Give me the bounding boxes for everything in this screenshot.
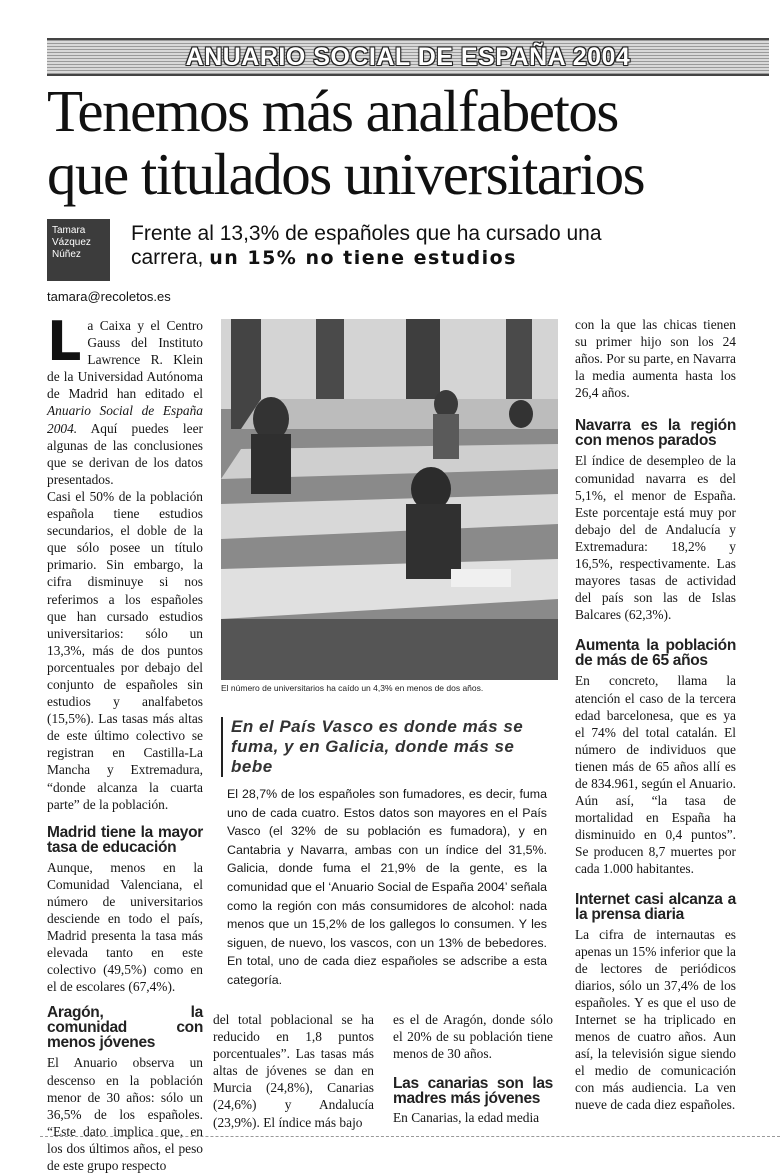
youth-paragraph: del total poblacional se ha reducido en 1,8 puntos porcentuales”. Las tasas más altas de jóvenes se dan en Murcia (24,8%), Canarias (24,6%) y Andalucía (23,9%). El índice más bajo — [213, 1012, 374, 1130]
subheadline-highlight: un 15% no tiene estudios — [209, 247, 517, 269]
column-3-bottom — [393, 1011, 553, 1126]
subheading-madrid: Madrid tiene la mayor tasa de educación — [47, 823, 203, 856]
subheading-navarra: Navarra es la región con menos parados — [575, 417, 736, 450]
age-first-child-paragraph: con la que las chicas tienen su primer hijo son los 24 años. Por su parte, en Navarra la media aumenta hasta los 26,4 años. — [575, 317, 737, 401]
drop-cap: L — [47, 310, 82, 373]
column-2-bottom — [213, 1011, 374, 1131]
aragon-lowest-paragraph: es el de Aragón, donde sólo el 20% de su población tiene menos de 30 años. — [393, 1012, 553, 1062]
subheadline-plain: carrera, — [131, 246, 204, 269]
bottom-rule — [40, 1136, 780, 1137]
intro-text-end: Aquí puedes leer algunas de las conclusiones que se derivan de los datos presentados. — [47, 420, 203, 487]
headline — [47, 80, 772, 206]
photo-caption: El número de universitarios ha caído un 4,3% en menos de dos años. — [221, 683, 484, 693]
photo-students-image — [221, 319, 558, 680]
intro-text: a Caixa y el Centro Gauss del Instituto Lawrence R. Klein de la Universidad Autónoma de Madrid han editado el — [47, 318, 203, 402]
author-email: tamara@recoletos.es — [47, 289, 171, 304]
intro-paragraph — [47, 310, 203, 488]
author-first-name: Tamara — [52, 225, 86, 236]
navarra-paragraph: El índice de desempleo de la comunidad navarra es del 5,1%, el menor de España. Este porcentaje está muy por debajo del de Andalucía y Extremadura: 18,2% y 16,5%, respectivamente. Las mayores tasas de actividad del país son las de Islas Balcares (62,3%). — [575, 453, 736, 623]
column-4 — [575, 316, 736, 1114]
internet-paragraph: La cifra de internautas es apenas un 15% inferior que la de lectores de periódicos diarios, sólo un 37,4% de los españoles. Y es que el uso de Internet se ha triplicado en menos de cuatro años. Aun así, la televisión sigue siendo el medio de comunicación con más audiencia. La ven nueve de cada diez españoles. — [575, 926, 736, 1113]
column-1 — [47, 310, 203, 1174]
subheadline-line-2 — [131, 246, 771, 270]
headline-line-1: Tenemos más analfabetos — [47, 78, 618, 144]
subheading-aragon: Aragón, la comunidad con menos jóvenes — [47, 1004, 203, 1052]
education-paragraph: Casi el 50% de la población española tiene estudios secundarios, el doble de la que sólo posee un título primario. Sin embargo, la cifra disminuye si nos referimos a los españoles que han cursado estudios universitarios: sólo un 13,3%, más de dos puntos porcentuales por debajo del conjunto de españoles sin estudios y analfabetos (15,5%). Las tasas más altas de este último colectivo se registran en Castilla-La Mancha y Extremadura, “donde alcanza la cuarta parte” de la población. — [47, 488, 203, 812]
subheading-internet: Internet casi alcanza a la prensa diaria — [575, 890, 736, 923]
section-banner — [47, 38, 769, 76]
subheading-elderly: Aumenta la población de más de 65 años — [575, 637, 736, 670]
author-surname-1: Vázquez — [52, 237, 91, 248]
box-text: El 28,7% de los españoles son fumadores, es decir, fuma uno de cada cuatro. Estos datos son mayores en el País Vasco (el 32% de su población es fumadora), y en Cantabria y Navarra, ambas con un índice del 31,5%. Galicia, donde fuma el 21,9% de la gente, es la comunidad que el ‘Anuario Social de España 2004’ señala como la región con más consumidores de alcohol: nada menos que un 15,2% de los gallegos lo consumen. Y les siguen, de nuevo, los vascos, con un 13% de bebedores. En total, uno de cada diez españoles se adscribe a esta categoría. — [227, 787, 547, 987]
subheadline-line-1: Frente al 13,3% de españoles que ha cursado una — [131, 222, 602, 245]
subheadline — [131, 222, 771, 270]
elderly-paragraph: En concreto, llama la atención el caso de la tercera edad barcelonesa, que es ya el 74% del total catalán. El número de individuos que tienen más de 65 años allí es de 834.961, según el Anuario. Aún así, “la tasa de mortalidad en España ha disminuido en 0,4 puntos”. Se producen 8,7 muertes por cada 1.000 habitantes. — [575, 673, 736, 877]
box-heading: En el País Vasco es donde más se fuma, y en Galicia, donde más se bebe — [221, 717, 561, 777]
headline-line-2: que titulados universitarios — [47, 141, 645, 207]
photo-students-library — [221, 319, 558, 680]
madrid-paragraph: Aunque, menos en la Comunidad Valenciana, el número de universitarios desciende en todo el país, Madrid presenta la tasa más elevada tanto en este colectivo (49,5%) como en el de escolares (67,4%). — [47, 859, 203, 995]
aragon-paragraph: El Anuario observa un descenso en la población menor de 30 años: sólo un 36,5% de los españoles. “Este dato implica que, en los dos últimos años, el peso de este grupo respecto — [47, 1055, 203, 1174]
canarias-paragraph: En Canarias, la edad media — [393, 1110, 540, 1126]
author-surname-2: Núñez — [52, 249, 81, 260]
subheading-canarias: Las canarias son las madres más jóvenes — [393, 1075, 553, 1108]
anuario-title-italic: Anuario Social de España 2004. — [47, 403, 203, 436]
section-banner-text: ANUARIO SOCIAL DE ESPAÑA 2004 — [185, 43, 631, 71]
author-byline-box — [47, 219, 110, 281]
